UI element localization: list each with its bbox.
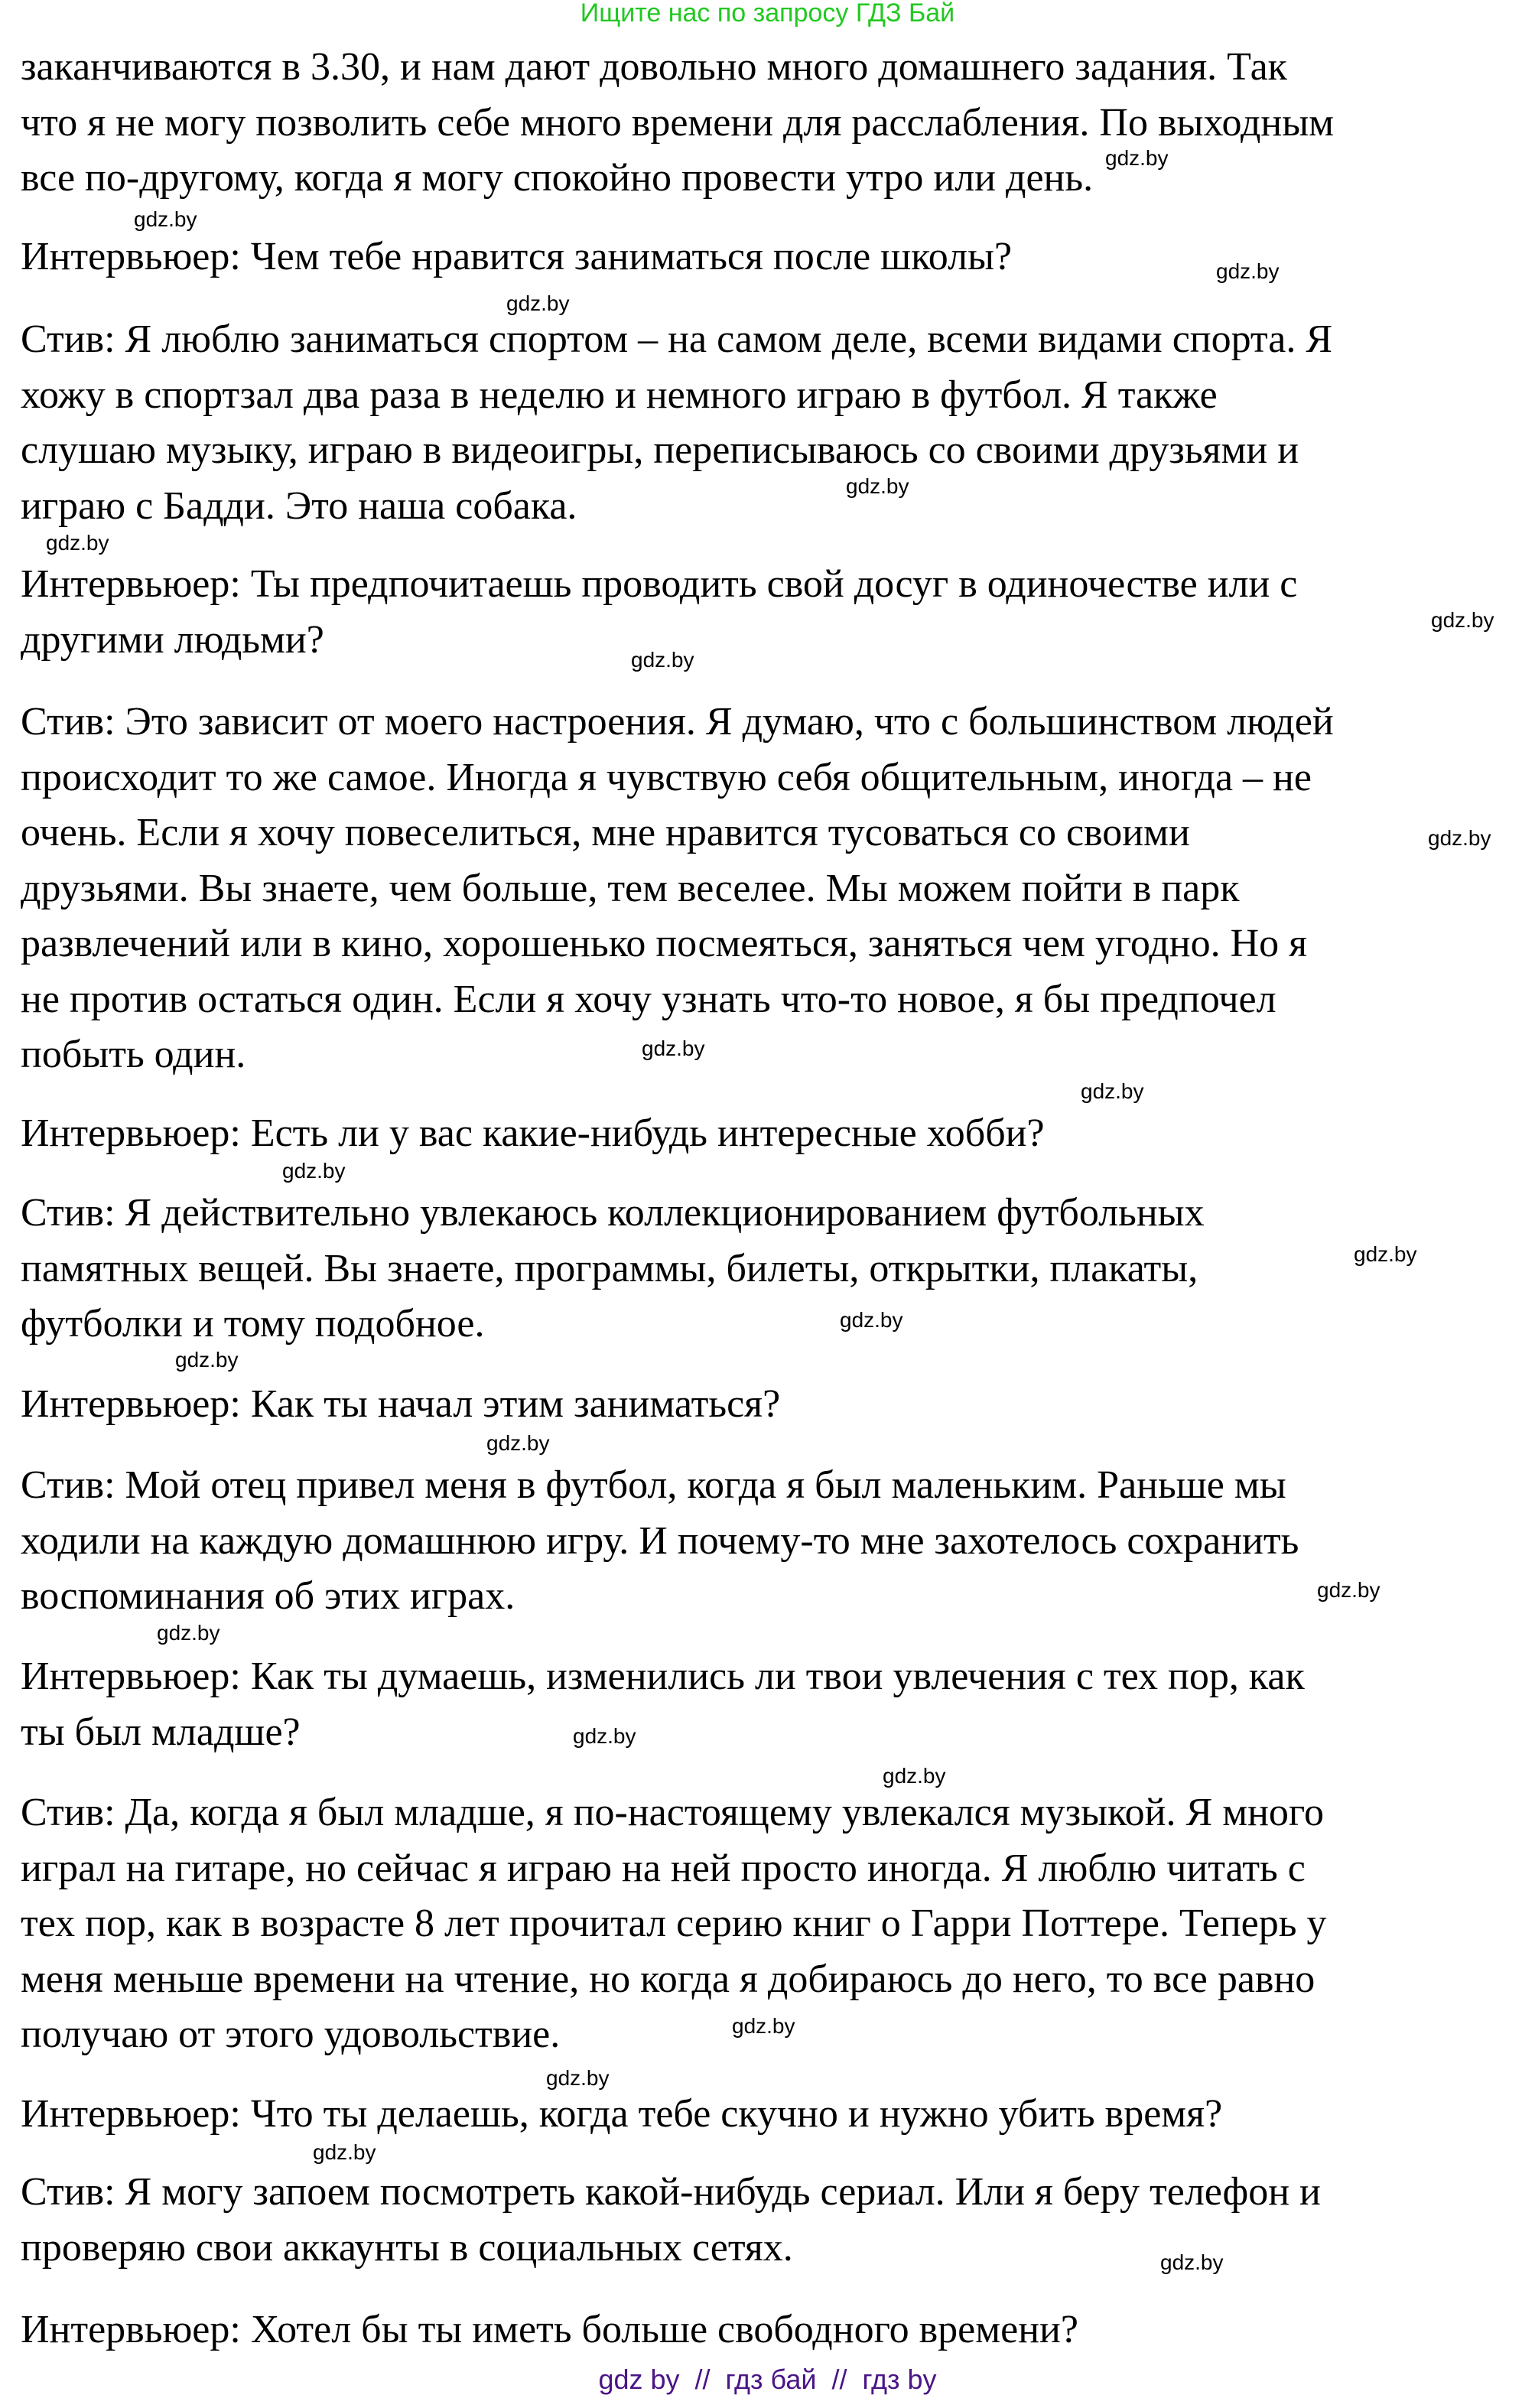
text-line: слушаю музыку, играю в видеоигры, переписываюсь со своими друзьями и <box>21 428 1299 472</box>
watermark: gdz.by <box>631 648 694 672</box>
text-line: Интервьюер: Есть ли у вас какие-нибудь интересные хобби? <box>21 1111 1045 1155</box>
paragraph <box>21 312 1332 534</box>
text-line: играл на гитаре, но сейчас я играю на ней просто иногда. Я люблю читать с <box>21 1846 1306 1890</box>
text-line: ходили на каждую домашнюю игру. И почему-то мне захотелось сохранить <box>21 1518 1299 1563</box>
paragraph <box>21 695 1334 1083</box>
watermark: gdz.by <box>157 1621 220 1645</box>
watermark: gdz.by <box>1160 2250 1224 2274</box>
text-line: Стив: Я могу запоем посмотреть какой-нибудь сериал. Или я беру телефон и <box>21 2170 1321 2214</box>
text-line: Интервьюер: Как ты начал этим заниматься? <box>21 1382 781 1426</box>
watermark: gdz.by <box>573 1724 636 1748</box>
paragraph <box>21 1186 1205 1352</box>
text-line: происходит то же самое. Иногда я чувствую себя общительным, иногда – не <box>21 755 1312 799</box>
paragraph <box>21 1458 1299 1625</box>
text-line: очень. Если я хочу повеселиться, мне нравится тусоваться со своими <box>21 811 1190 854</box>
watermark: gdz.by <box>46 531 109 555</box>
text-line: Стив: Я действительно увлекаюсь коллекционированием футбольных <box>21 1191 1205 1235</box>
paragraph <box>21 2302 1078 2358</box>
watermark: gdz.by <box>732 2014 795 2038</box>
watermark: gdz.by <box>1081 1079 1144 1103</box>
paragraph <box>21 40 1334 207</box>
text-line: не против остаться один. Если я хочу узнать что-то новое, я бы предпочел <box>21 977 1276 1021</box>
paragraph <box>21 1377 780 1433</box>
watermark: gdz.by <box>1105 146 1169 170</box>
watermark: gdz.by <box>840 1308 903 1332</box>
text-line: Стив: Это зависит от моего настроения. Я думаю, что с большинством людей <box>21 700 1334 744</box>
watermark: gdz.by <box>175 1348 239 1372</box>
text-line: воспоминания об этих играх. <box>21 1574 515 1618</box>
text-line: тех пор, как в возрасте 8 лет прочитал серию книг о Гарри Поттере. Теперь у <box>21 1902 1327 1945</box>
text-line: Стив: Я люблю заниматься спортом – на самом деле, всеми видами спорта. Я <box>21 317 1333 361</box>
text-line: заканчиваются в 3.30, и нам дают довольно много домашнего задания. Так <box>21 45 1287 89</box>
paragraph <box>21 1785 1326 2063</box>
paragraph <box>21 1649 1305 1760</box>
watermark: gdz.by <box>642 1036 705 1060</box>
text-line: Интервьюер: Чем тебе нравится заниматься после школы? <box>21 235 1013 278</box>
text-line: другими людьми? <box>21 617 324 662</box>
watermark: gdz.by <box>1354 1242 1417 1266</box>
paragraph <box>21 2087 1222 2143</box>
text-line: Стив: Да, когда я был младше, я по-настоящему увлекался музыкой. Я много <box>21 1791 1324 1834</box>
text-line: Интервьюер: Как ты думаешь, изменились ли твои увлечения с тех пор, как <box>21 1655 1305 1698</box>
text-line: побыть один. <box>21 1033 246 1076</box>
text-line: развлечений или в кино, хорошенько посмеяться, заняться чем угодно. Но я <box>21 922 1308 965</box>
watermark: gdz.by <box>486 1431 550 1455</box>
footer-site-links: gdz by // гдз бай // гдз by <box>598 2364 937 2395</box>
text-line: меня меньше времени на чтение, но когда я добираюсь до него, то все равно <box>21 1957 1315 2001</box>
text-line: Интервьюер: Хотел бы ты иметь больше свободного времени? <box>21 2308 1078 2351</box>
paragraph <box>21 229 1012 285</box>
watermark: gdz.by <box>1216 259 1280 283</box>
watermark: gdz.by <box>546 2066 610 2090</box>
text-line: Интервьюер: Что ты делаешь, когда тебе скучно и нужно убить время? <box>21 2092 1223 2136</box>
watermark: gdz.by <box>846 474 909 498</box>
text-line: Стив: Мой отец привел меня в футбол, когда я был маленьким. Раньше мы <box>21 1463 1286 1507</box>
text-line: хожу в спортзал два раза в неделю и немного играю в футбол. Я также <box>21 373 1218 417</box>
watermark: gdz.by <box>506 291 570 315</box>
text-line: футболки и тому подобное. <box>21 1302 485 1346</box>
paragraph <box>21 1106 1045 1162</box>
watermark: gdz.by <box>134 207 197 231</box>
text-line: Интервьюер: Ты предпочитаешь проводить свой досуг в одиночестве или с <box>21 562 1298 606</box>
text-line: друзьями. Вы знаете, чем больше, тем веселее. Мы можем пойти в парк <box>21 866 1240 910</box>
watermark: gdz.by <box>282 1159 346 1183</box>
watermark: gdz.by <box>1428 826 1491 850</box>
text-line: играю с Бадди. Это наша собака. <box>21 483 577 528</box>
watermark: gdz.by <box>883 1764 946 1788</box>
watermark: gdz.by <box>1317 1578 1381 1602</box>
watermark: gdz.by <box>1431 608 1494 632</box>
text-line: все по-другому, когда я могу спокойно провести утро или день. <box>21 156 1094 200</box>
text-line: проверяю свои аккаунты в социальных сетях. <box>21 2225 793 2270</box>
paragraph <box>21 2165 1321 2276</box>
search-hint-banner: Ищите нас по запросу ГДЗ Бай <box>580 0 955 28</box>
watermark: gdz.by <box>313 2140 376 2164</box>
text-line: получаю от этого удовольствие. <box>21 2013 561 2056</box>
text-line: памятных вещей. Вы знаете, программы, билеты, открытки, плакаты, <box>21 1246 1198 1290</box>
text-line: что я не могу позволить себе много времени для расслабления. По выходным <box>21 100 1335 145</box>
text-line: ты был младше? <box>21 1710 301 1754</box>
